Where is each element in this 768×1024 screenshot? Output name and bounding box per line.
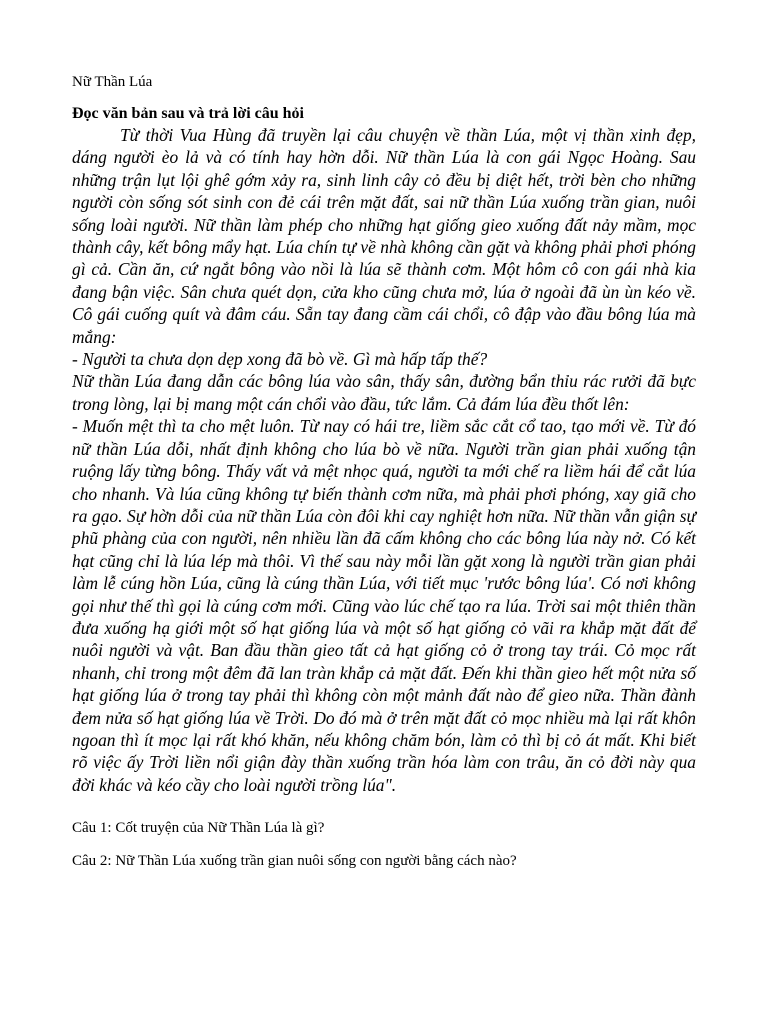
story-paragraph: - Muốn mệt thì ta cho mệt luôn. Từ nay có hái tre, liềm sắc cắt cổ tao, tạo mới về. Từ đó nữ thần Lúa dỗi, nhất định không cho lúa bò về nữa. Người trần gian phải xuống tận ruộng lấy từng bông. Thấy vất vả mệt nhọc quá, người ta mới chế ra liềm hái để cắt lúa cho nhanh. Và lúa cũng không tự biến thành cơm nữa, mà phải phơi phóng, xay giã cho ra gạo. Sự hờn dỗi của nữ thần Lúa còn đôi khi cay nghiệt hơn nữa. Nữ thần vẫn giận sự phũ phàng của con người, nên nhiều lần đã cấm không cho các bông lúa này nở. Có kết hạt cũng chỉ là lúa lép mà thôi. Vì thế sau này mỗi lần gặt xong là người trần gian phải làm lễ cúng hồn Lúa, cũng là cúng thần Lúa, với tiết mục 'rước bông lúa'. Có nơi không gọi như thế thì gọi là cúng cơm mới. Cũng vào lúc chế tạo ra lúa. Trời sai một thiên thần đưa xuống hạ giới một số hạt giống lúa và một số hạt giống cỏ vãi ra khắp mặt đất để nuôi người và vật. Ban đầu thần gieo tất cả hạt giống cỏ ở trong tay trái. Cỏ mọc rất nhanh, chỉ trong một đêm đã lan tràn khắp cả mặt đất. Đến khi thần gieo hết một nửa số hạt giống lúa ở trong tay phải thì không còn một mảnh đất nào để gieo nữa. Thần đành đem nửa số hạt giống lúa về Trời. Do đó mà ở trên mặt đất cỏ mọc nhiều mà lại rất khôn ngoan thì ít mọc lại rất khó khăn, nếu không chăm bón, làm cỏ thì bị cỏ át mất. Khi biết rõ việc ấy Trời liền nổi giận đày thần xuống trần hóa làm con trâu, ăn cỏ đời này qua đời khác và kéo cầy cho loài người trồng lúa". [72,416,696,795]
question-2: Câu 2: Nữ Thần Lúa xuống trần gian nuôi sống con người bằng cách nào? [72,853,517,870]
story-text [72,124,696,796]
document-title: Nữ Thần Lúa [72,74,153,90]
story-paragraph: Nữ thần Lúa đang dẫn các bông lúa vào sân, thấy sân, đường bẩn thỉu rác rưởi đã bực trong lòng, lại bị mang một cán chổi vào đầu, tức lắm. Cả đám lúa đều thốt lên: [72,371,696,414]
question-1: Câu 1: Cốt truyện của Nữ Thần Lúa là gì? [72,820,325,837]
document-page [72,72,696,884]
reading-instruction: Đọc văn bản sau và trả lời câu hỏi [72,105,304,122]
question-list [72,818,696,871]
story-paragraph: Từ thời Vua Hùng đã truyền lại câu chuyện về thần Lúa, một vị thần xinh đẹp, dáng người èo lả và có tính hay hờn dỗi. Nữ thần Lúa là con gái Ngọc Hoàng. Sau những trận lụt lội ghê gớm xảy ra, sinh linh cây cỏ đều bị diệt hết, trời bèn cho những người còn sống sót sinh con đẻ cái trên mặt đất, sai nữ thần Lúa xuống trần gian, nuôi sống loài người. Nữ thần làm phép cho những hạt giống gieo xuống đất nảy mầm, mọc thành cây, kết bông mẩy hạt. Lúa chín tự về nhà không cần gặt và không phải phơi phóng gì cả. Cần ăn, cứ ngắt bông vào nồi là lúa sẽ thành cơm. Một hôm cô con gái nhà kia đang bận việc. Sân chưa quét dọn, cửa kho cũng chưa mở, lúa ở ngoài đã ùn ùn kéo về. Cô gái cuống quít và đâm cáu. Sẵn tay đang cầm cái chổi, cô đập vào đầu bông lúa mà mắng: [72,125,696,347]
story-paragraph: - Người ta chưa dọn dẹp xong đã bò về. Gì mà hấp tấp thế? [72,349,488,370]
